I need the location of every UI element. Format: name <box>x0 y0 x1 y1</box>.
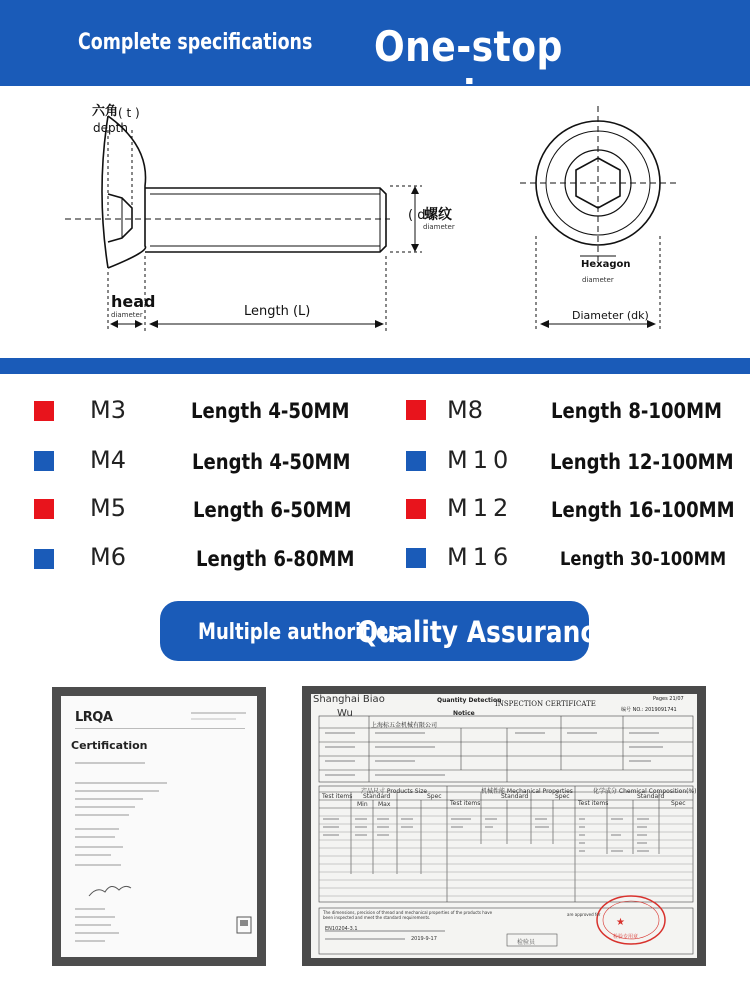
svg-text:★: ★ <box>616 917 625 928</box>
seal-text: 检验专用章 <box>613 934 639 940</box>
spec-marker <box>34 549 54 569</box>
inspection-paper <box>311 694 697 958</box>
inspection-certificate <box>302 686 706 966</box>
multiple-authorities-text: Multiple authorities <box>198 620 400 645</box>
inspection-date: 2019-9-17 <box>411 936 437 942</box>
max-size: Max <box>378 801 391 808</box>
head-diameter-sub: diameter <box>111 311 143 319</box>
section-divider <box>0 358 750 374</box>
signature-label: 检验员 <box>517 939 536 946</box>
test-items-mech: Test items <box>450 800 481 807</box>
lrqa-logo: LRQA <box>75 710 113 725</box>
section-chem-label: 化学成分 Chemical Composition(%) <box>593 788 697 795</box>
spec-size-col: Spec <box>427 793 442 800</box>
stamp-corner-text-2: Wu <box>337 708 353 719</box>
hexagon-sub: diameter <box>582 276 614 284</box>
stamp-corner-text: Shanghai Biao <box>313 694 385 705</box>
spec-length: Length 30-100MM <box>560 548 727 570</box>
spec-chem-col: Spec <box>671 800 686 807</box>
header-cn: Quantity Detection <box>437 697 502 704</box>
spec-length: Length 6-80MM <box>196 547 355 571</box>
spec-size: M16 <box>447 543 514 571</box>
min-size: Min <box>357 801 368 808</box>
spec-marker <box>34 451 54 471</box>
hex-depth-cn: 六角 <box>92 104 119 119</box>
spec-marker <box>406 548 426 568</box>
spec-marker <box>406 400 426 420</box>
spec-size: M8 <box>447 396 483 424</box>
spec-marker <box>406 499 426 519</box>
footer-statement: The dimensions, precision of thread and mechanical properties of the products have been inspected and meet the standard requirements. <box>323 910 493 920</box>
hex-socket <box>108 194 132 242</box>
spec-length: Length 16-100MM <box>551 498 735 522</box>
length-label: Length (L) <box>244 304 311 319</box>
hex-depth-en: depth <box>93 121 128 135</box>
certificate-paper <box>61 696 257 957</box>
banner-left-text: Complete specifications <box>78 30 313 55</box>
approved-for-label: are approved for <box>567 912 601 917</box>
section-size-label: 产品尺寸 Products Size <box>361 788 428 795</box>
lrqa-certificate <box>52 687 266 966</box>
standard-size: Standard <box>363 793 391 800</box>
screw-head <box>108 116 146 268</box>
spec-mech-col: Spec <box>555 793 570 800</box>
standard-chem: Standard <box>637 793 665 800</box>
spec-size: M5 <box>90 494 126 522</box>
spec-size: M12 <box>447 494 514 522</box>
page-label: Pages 21/07 <box>653 696 684 702</box>
spec-size: M10 <box>447 446 514 474</box>
quality-assurance-text: Quality Assurance <box>357 615 613 649</box>
spec-length: Length 4-50MM <box>191 399 350 423</box>
spec-marker <box>34 401 54 421</box>
certificate-text-lines <box>61 696 257 957</box>
spec-marker <box>406 451 426 471</box>
test-items-chem: Test items <box>578 800 609 807</box>
standard-mech: Standard <box>501 793 529 800</box>
footer-standard: EN10204-3.1 <box>325 926 358 932</box>
head-diameter-label: head <box>111 292 156 311</box>
cert-number: 编号 NO.: 2019091741 <box>621 707 677 713</box>
screw-shank <box>145 188 386 252</box>
spec-size: M3 <box>90 396 126 424</box>
spec-length: Length 8-100MM <box>551 399 723 423</box>
diameter-dk-label: Diameter (dk) <box>572 309 649 322</box>
spec-size: M4 <box>90 446 126 474</box>
thread-diameter-label: diameter <box>423 223 455 231</box>
spec-length: Length 6-50MM <box>193 498 352 522</box>
header-en: INSPECTION CERTIFICATE <box>495 700 596 708</box>
hexagon-label: Hexagon <box>581 259 631 270</box>
banner-title: One-stop service <box>374 22 563 120</box>
test-items-size: Test items <box>322 793 353 800</box>
notice-label: Notice <box>453 710 475 717</box>
spec-length: Length 12-100MM <box>550 450 734 474</box>
spec-length: Length 4-50MM <box>192 450 351 474</box>
section-mech-label: 机械性能 Mechanical Properties <box>481 788 573 795</box>
spec-size: M6 <box>90 543 126 571</box>
thread-d-label: ( d <box>408 208 426 223</box>
company-name: 上海标五金机械有限公司 <box>371 722 438 729</box>
spec-marker <box>34 499 54 519</box>
hex-depth-t: ( t ) <box>118 106 140 120</box>
certification-title: Certification <box>71 739 148 752</box>
signature-scribble <box>89 886 131 896</box>
thread-cn-label: 螺纹 <box>424 207 452 223</box>
